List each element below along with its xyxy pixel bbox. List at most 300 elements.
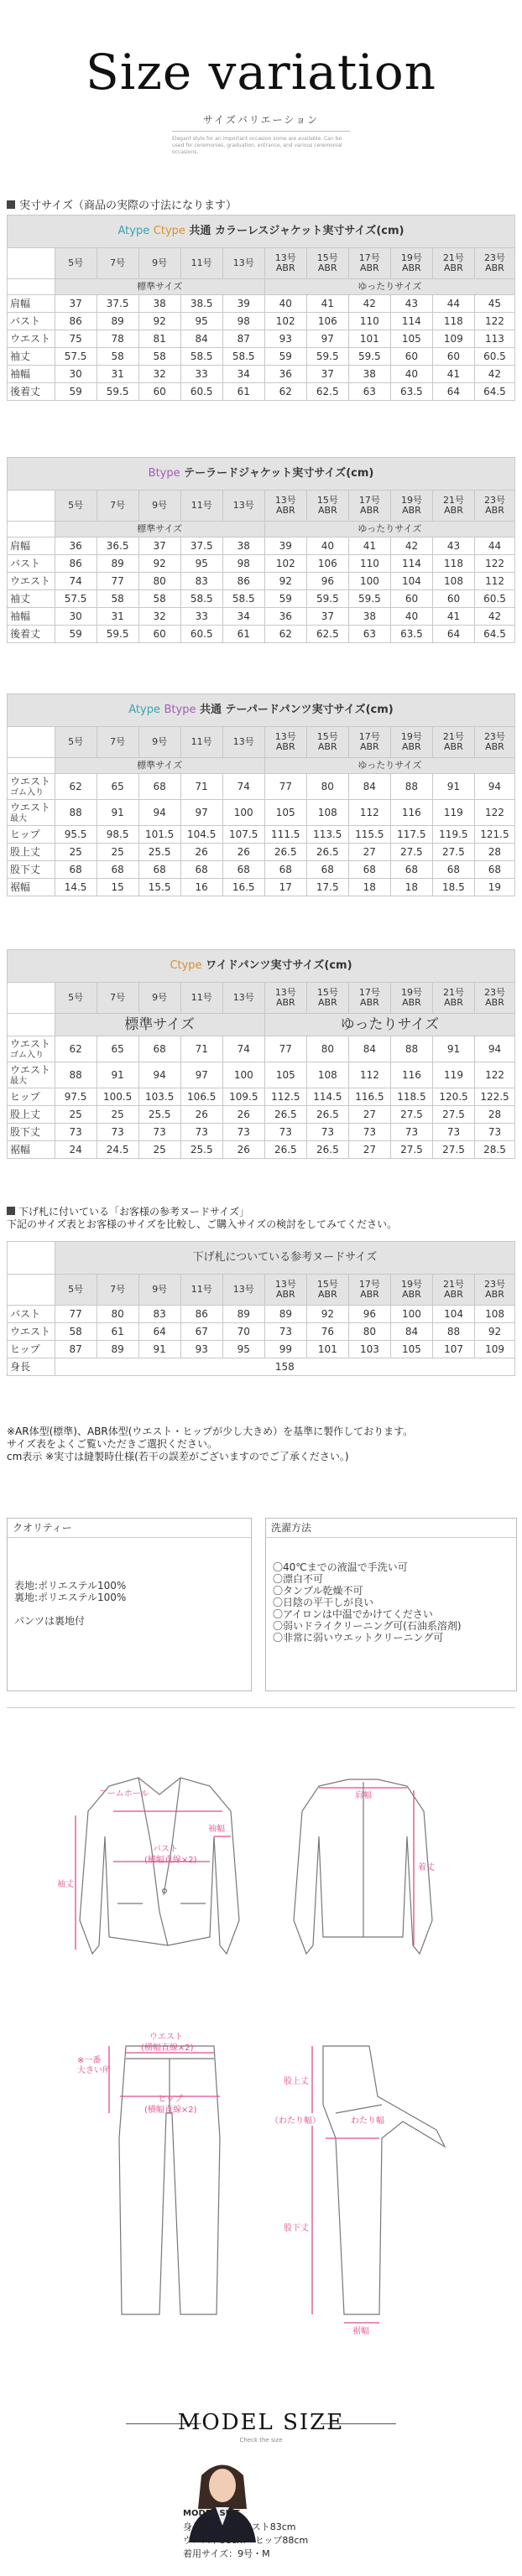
- table-cell: 31: [97, 608, 138, 626]
- size-header: 9号: [138, 1275, 180, 1306]
- table-cell: 15: [97, 879, 138, 896]
- quality-title: クオリティー: [8, 1519, 251, 1538]
- table-row: [8, 313, 515, 330]
- row-label: ウエスト 最大: [8, 1062, 55, 1088]
- table-title-row: [8, 1242, 515, 1275]
- table-cell: 78: [97, 330, 138, 348]
- table-cell: 59.5: [348, 590, 390, 608]
- table-cell: 37: [138, 538, 180, 555]
- row-label: ウエスト: [8, 1323, 55, 1341]
- table-cell: 105: [264, 800, 306, 826]
- table-cell: 40: [306, 538, 348, 555]
- size-header: 21号 ABR: [432, 491, 474, 522]
- row-label: 後着丈: [8, 383, 55, 401]
- size-header: 23号 ABR: [474, 727, 514, 758]
- table-cell: 105: [390, 1341, 432, 1358]
- measurement-diagram: [0, 1744, 522, 2398]
- table-cell: 41: [432, 366, 474, 383]
- size-header: 19号 ABR: [390, 491, 432, 522]
- table-cell: 58: [97, 348, 138, 366]
- size-header: 23号 ABR: [475, 983, 515, 1014]
- shoulder-label: 肩幅: [355, 1791, 372, 1800]
- row-label: 身長: [8, 1358, 55, 1376]
- size-header: 17号 ABR: [348, 983, 390, 1014]
- table-cell: 58: [97, 590, 138, 608]
- table-row: [8, 774, 515, 800]
- table-cell: 62: [264, 626, 306, 643]
- table-cell: 73: [180, 1124, 222, 1141]
- table-cell: 83: [180, 573, 222, 590]
- table-cell: 30: [55, 608, 97, 626]
- table-cell: 26.5: [306, 1106, 348, 1124]
- table-row: [8, 800, 515, 826]
- table-cell: 71: [180, 1036, 222, 1062]
- table-cell: 89: [97, 1341, 138, 1358]
- table-cell: 103.5: [138, 1088, 180, 1106]
- corner-cell: [8, 1275, 55, 1306]
- table-cell: 26: [180, 844, 222, 861]
- inseam-label: 股下丈: [284, 2224, 309, 2233]
- row-label: 袖丈: [8, 590, 55, 608]
- table-title: [8, 216, 515, 248]
- table-cell: 92: [306, 1306, 348, 1323]
- table-cell: 107: [433, 1341, 475, 1358]
- size-header: 13号 ABR: [264, 248, 306, 279]
- colorless-jacket-table: [7, 215, 515, 401]
- table-cell: 100: [390, 1306, 432, 1323]
- size-header: 19号 ABR: [390, 1275, 432, 1306]
- table-cell: 110: [348, 313, 390, 330]
- table-cell: 91: [432, 1036, 474, 1062]
- table-cell: 25.5: [138, 1106, 180, 1124]
- table-cell: 36: [55, 538, 97, 555]
- quality-lines: 表地:ポリエステル100% 裏地:ポリエステル100% パンツは裏地付: [14, 1580, 127, 1627]
- table-cell: 58: [138, 348, 180, 366]
- page-subtitle: サイズバリエーション: [202, 114, 320, 126]
- header-tagline: Elegant style for an important occasion some are available. Can be used for ceremonies, graduation, entrance, and various ceremonial occasions.: [172, 136, 342, 155]
- table-cell: 118.5: [390, 1088, 432, 1106]
- table-cell: 26: [180, 1106, 222, 1124]
- table-row: [8, 861, 515, 879]
- table-cell: 109: [475, 1341, 515, 1358]
- table-cell: 112: [475, 573, 515, 590]
- standard-group: 標準サイズ: [55, 1014, 264, 1036]
- table-cell: 74: [55, 573, 97, 590]
- table-cell: 64.5: [475, 626, 515, 643]
- widest-label: ※一番: [77, 2056, 102, 2065]
- table-cell: 36: [264, 366, 306, 383]
- table-title-text: テーラードジャケット実寸サイズ(cm): [184, 467, 374, 480]
- table-cell: 68: [222, 861, 264, 879]
- table-cell: 108: [306, 800, 348, 826]
- table-cell: 100: [348, 573, 390, 590]
- table-cell: 119: [432, 800, 474, 826]
- table-cell: 92: [475, 1323, 515, 1341]
- group-row: [8, 279, 515, 295]
- size-header: 17号 ABR: [348, 248, 390, 279]
- height-value: 158: [55, 1358, 514, 1376]
- table-cell: 98: [222, 555, 264, 573]
- table-cell: 68: [180, 861, 222, 879]
- table-cell: 25: [138, 1141, 180, 1159]
- table-cell: 100: [222, 800, 264, 826]
- model-info-line3: 着用サイズ：9号・M: [183, 2548, 270, 2559]
- table-cell: 27.5: [390, 1141, 432, 1159]
- table-cell: 41: [348, 538, 390, 555]
- table-cell: 57.5: [55, 590, 97, 608]
- size-header: 23号 ABR: [475, 1275, 515, 1306]
- page-title: Size variation: [86, 44, 436, 101]
- table-row: [8, 1124, 515, 1141]
- table-title-row: [8, 216, 515, 248]
- size-header: 11号: [180, 1275, 222, 1306]
- table-cell: 71: [180, 774, 222, 800]
- table-row: [8, 366, 515, 383]
- table-cell: 115.5: [348, 826, 390, 844]
- table-cell: 101: [348, 330, 390, 348]
- table-cell: 27.5: [432, 844, 474, 861]
- row-label: 裾幅: [8, 1141, 55, 1159]
- corner-cell: [8, 983, 55, 1014]
- rise-label: 股上丈: [284, 2077, 309, 2086]
- table-cell: 38: [348, 366, 390, 383]
- table-cell: 93: [180, 1341, 222, 1358]
- table-cell: 87: [222, 330, 264, 348]
- table-cell: 73: [432, 1124, 474, 1141]
- table-cell: 97: [306, 330, 348, 348]
- table-cell: 63: [348, 626, 390, 643]
- row-label: 袖幅: [8, 366, 55, 383]
- care-title: 洗濯方法: [266, 1519, 516, 1538]
- table-title: [8, 694, 515, 727]
- corner-cell: [8, 727, 55, 758]
- table-cell: 37: [306, 608, 348, 626]
- corner-cell: [8, 522, 55, 538]
- table-cell: 102: [264, 313, 306, 330]
- size-header: 17号 ABR: [348, 491, 390, 522]
- row-label: 股上丈: [8, 844, 55, 861]
- table-cell: 68: [97, 861, 138, 879]
- size-header: 19号 ABR: [390, 983, 432, 1014]
- table-cell: 106: [306, 555, 348, 573]
- size-header: 7号: [97, 983, 138, 1014]
- standard-group: 標準サイズ: [55, 758, 264, 774]
- table-cell: 89: [97, 313, 138, 330]
- table-cell: 77: [264, 774, 306, 800]
- table-cell: 32: [138, 608, 180, 626]
- table-cell: 61: [222, 383, 264, 401]
- table-cell: 95: [222, 1341, 264, 1358]
- size-header: 7号: [97, 248, 138, 279]
- table-cell: 38: [348, 608, 390, 626]
- table-cell: 122.5: [475, 1088, 515, 1106]
- table-cell: 27.5: [432, 1141, 474, 1159]
- table-cell: 39: [222, 295, 264, 313]
- table-cell: 59.5: [306, 348, 348, 366]
- table-cell: 113: [474, 330, 514, 348]
- row-sublabel: ゴム入り: [10, 787, 44, 797]
- size-header: 9号: [138, 248, 180, 279]
- corner-cell: [8, 248, 55, 279]
- table-cell: 88: [433, 1323, 475, 1341]
- table-cell: 27: [348, 1106, 390, 1124]
- table-cell: 33: [180, 366, 222, 383]
- table-cell: 122: [474, 313, 514, 330]
- nude-size-intro: 下げ札に付いている「お客様の参考ヌードサイズ」 下記のサイズ表とお客様のサイズを比較し、ご購入サイズの検討をしてみてください。: [7, 1206, 398, 1230]
- hip-label: ヒップ: [158, 2095, 183, 2104]
- table-cell: 117.5: [390, 826, 432, 844]
- loose-group: ゆったりサイズ: [264, 758, 514, 774]
- size-header: 13号 ABR: [264, 491, 306, 522]
- table-cell: 74: [222, 1036, 264, 1062]
- size-header: 11号: [180, 727, 222, 758]
- row-label: 肩幅: [8, 295, 55, 313]
- table-cell: 59: [55, 626, 97, 643]
- table-cell: 73: [390, 1124, 432, 1141]
- crotch-label-2: わたり幅: [351, 2116, 384, 2126]
- row-label: ウエスト 最大: [8, 800, 55, 826]
- table-cell: 44: [475, 538, 515, 555]
- table-cell: 63: [348, 383, 390, 401]
- type-c: Ctype: [170, 959, 202, 972]
- table-cell: 27.5: [390, 1106, 432, 1124]
- table-cell: 73: [97, 1124, 138, 1141]
- table-cell: 95: [180, 555, 222, 573]
- table-row: [8, 295, 515, 313]
- height-row: [8, 1358, 515, 1376]
- table-cell: 105: [264, 1062, 306, 1088]
- table-cell: 18: [348, 879, 390, 896]
- table-cell: 98.5: [97, 826, 138, 844]
- table-cell: 73: [306, 1124, 348, 1141]
- table-cell: 65: [97, 774, 138, 800]
- table-cell: 18.5: [432, 879, 474, 896]
- table-cell: 27.5: [390, 844, 432, 861]
- size-header: 5号: [55, 727, 97, 758]
- table-cell: 77: [55, 1306, 97, 1323]
- table-cell: 92: [138, 313, 180, 330]
- table-row: [8, 1036, 515, 1062]
- table-row: [8, 348, 515, 366]
- table-cell: 59: [264, 590, 306, 608]
- table-cell: 40: [390, 366, 432, 383]
- table-cell: 25: [97, 844, 138, 861]
- size-header: 13号: [222, 491, 264, 522]
- model-size-title: MODEL SIZE: [177, 2410, 345, 2435]
- table-cell: 118: [432, 555, 474, 573]
- table-cell: 63.5: [390, 383, 432, 401]
- size-header: 19号 ABR: [390, 727, 432, 758]
- table-title-row: [8, 694, 515, 727]
- divider: [7, 1707, 515, 1708]
- table-cell: 89: [264, 1306, 306, 1323]
- table-cell: 41: [306, 295, 348, 313]
- size-header: 19号 ABR: [390, 248, 432, 279]
- table-cell: 58.5: [180, 590, 222, 608]
- table-cell: 89: [97, 555, 138, 573]
- bust-label-sub: (横幅直線×2): [144, 1856, 197, 1865]
- table-cell: 60: [390, 348, 432, 366]
- waist-label-sub: (横幅直線×2): [141, 2044, 194, 2053]
- row-sublabel: ゴム入り: [10, 1050, 44, 1060]
- table-cell: 26: [222, 1106, 264, 1124]
- table-cell: 94: [474, 774, 514, 800]
- table-row: [8, 383, 515, 401]
- table-cell: 91: [97, 1062, 138, 1088]
- table-cell: 40: [264, 295, 306, 313]
- type-a: Atype: [117, 225, 150, 237]
- row-label: ウエスト: [8, 573, 55, 590]
- table-cell: 73: [55, 1124, 97, 1141]
- table-cell: 31: [97, 366, 138, 383]
- table-cell: 81: [138, 330, 180, 348]
- table-cell: 60.5: [180, 383, 222, 401]
- table-cell: 100.5: [97, 1088, 138, 1106]
- table-cell: 62: [55, 774, 97, 800]
- table-row: [8, 590, 515, 608]
- table-cell: 27.5: [432, 1106, 474, 1124]
- table-cell: 113.5: [306, 826, 348, 844]
- table-cell: 108: [306, 1062, 348, 1088]
- table-row: [8, 330, 515, 348]
- table-cell: 80: [306, 1036, 348, 1062]
- table-cell: 26: [222, 844, 264, 861]
- row-label: 袖丈: [8, 348, 55, 366]
- table-cell: 68: [264, 861, 306, 879]
- table-cell: 60: [138, 626, 180, 643]
- table-cell: 26.5: [306, 844, 348, 861]
- loose-group: ゆったりサイズ: [264, 279, 514, 295]
- table-cell: 14.5: [55, 879, 97, 896]
- header: [0, 0, 522, 159]
- size-header: 23号 ABR: [474, 248, 514, 279]
- tailored-jacket-table: [7, 457, 515, 643]
- size-header: 11号: [180, 248, 222, 279]
- table-cell: 44: [432, 295, 474, 313]
- table-cell: 60: [390, 590, 432, 608]
- model-info-line2: ウエスト58cm ヒップ88cm: [183, 2535, 309, 2546]
- table-row: [8, 1323, 515, 1341]
- table-cell: 110: [348, 555, 390, 573]
- size-header: 21号 ABR: [432, 983, 474, 1014]
- table-cell: 24.5: [97, 1141, 138, 1159]
- armhole-label: アームホール: [99, 1789, 149, 1799]
- table-cell: 83: [138, 1306, 180, 1323]
- table-cell: 73: [475, 1124, 515, 1141]
- table-title: 下げ札についている参考ヌードサイズ: [55, 1242, 514, 1275]
- table-cell: 96: [306, 573, 348, 590]
- table-cell: 36.5: [97, 538, 138, 555]
- table-cell: 116.5: [348, 1088, 390, 1106]
- table-cell: 73: [264, 1323, 306, 1341]
- table-cell: 58.5: [222, 348, 264, 366]
- table-row: [8, 555, 515, 573]
- table-cell: 80: [138, 573, 180, 590]
- table-title-row: [8, 458, 515, 491]
- table-cell: 88: [55, 1062, 97, 1088]
- size-notes: ※AR体型(標準)、ABR体型(ウエスト・ヒップが少し大きめ）を基準に製作しております。 サイズ表をよくご覧いただきご選択ください。 cm表示 ※実寸は縫製時仕様(若干の誤差がございますのでご了承ください。): [7, 1426, 414, 1462]
- table-cell: 120.5: [432, 1088, 474, 1106]
- table-cell: 59: [264, 348, 306, 366]
- size-header: 15号 ABR: [306, 248, 348, 279]
- wide-pants-table: [7, 949, 515, 1159]
- size-header: 7号: [97, 1275, 138, 1306]
- table-row: [8, 538, 515, 555]
- loose-group: ゆったりサイズ: [264, 1014, 514, 1036]
- table-title-text: 共通 テーパードパンツ実寸サイズ(cm): [200, 704, 394, 716]
- size-header: 9号: [138, 983, 180, 1014]
- table-cell: 73: [222, 1124, 264, 1141]
- corner-cell: [8, 279, 55, 295]
- table-cell: 62: [55, 1036, 97, 1062]
- table-cell: 96: [348, 1306, 390, 1323]
- table-cell: 112: [348, 800, 390, 826]
- table-cell: 68: [306, 861, 348, 879]
- table-cell: 42: [475, 608, 515, 626]
- table-cell: 28: [475, 1106, 515, 1124]
- type-a: Atype: [128, 704, 160, 716]
- size-header: 15号 ABR: [306, 727, 348, 758]
- table-cell: 80: [348, 1323, 390, 1341]
- table-cell: 74: [222, 774, 264, 800]
- table-cell: 58.5: [180, 348, 222, 366]
- table-cell: 32: [138, 366, 180, 383]
- row-sublabel: 最大: [10, 1076, 27, 1086]
- table-cell: 108: [432, 573, 474, 590]
- table-cell: 62: [264, 383, 306, 401]
- size-header-row: [8, 727, 515, 758]
- table-cell: 104: [433, 1306, 475, 1323]
- table-cell: 94: [475, 1036, 515, 1062]
- table-cell: 91: [432, 774, 474, 800]
- model-info-title: MODEL SIZE: [183, 2509, 241, 2518]
- table-cell: 107.5: [222, 826, 264, 844]
- table-cell: 42: [348, 295, 390, 313]
- bust-label: バスト: [153, 1845, 178, 1854]
- standard-group: 標準サイズ: [55, 522, 264, 538]
- size-header: 15号 ABR: [306, 491, 348, 522]
- row-label: バスト: [8, 313, 55, 330]
- table-title-text: ワイドパンツ実寸サイズ(cm): [206, 959, 352, 972]
- table-cell: 119.5: [432, 826, 474, 844]
- size-header-row: [8, 491, 515, 522]
- table-cell: 80: [306, 774, 348, 800]
- table-cell: 95: [180, 313, 222, 330]
- table-cell: 104: [390, 573, 432, 590]
- care-box: [265, 1518, 517, 1691]
- size-header: 21号 ABR: [432, 727, 474, 758]
- table-cell: 59.5: [97, 626, 138, 643]
- size-header: 21号 ABR: [432, 248, 474, 279]
- table-cell: 37.5: [97, 295, 138, 313]
- table-cell: 25: [55, 844, 97, 861]
- size-header: 11号: [180, 491, 222, 522]
- size-header: 9号: [138, 491, 180, 522]
- table-cell: 70: [222, 1323, 264, 1341]
- table-cell: 116: [390, 800, 432, 826]
- table-cell: 87: [55, 1341, 97, 1358]
- table-cell: 60.5: [180, 626, 222, 643]
- section-label: [7, 196, 237, 212]
- row-label: 股下丈: [8, 1124, 55, 1141]
- size-header: 9号: [138, 727, 180, 758]
- table-cell: 59.5: [97, 383, 138, 401]
- table-cell: 17: [264, 879, 306, 896]
- table-cell: 38: [222, 538, 264, 555]
- quality-box: [7, 1518, 252, 1691]
- table-cell: 94: [138, 1062, 180, 1088]
- table-cell: 77: [264, 1036, 306, 1062]
